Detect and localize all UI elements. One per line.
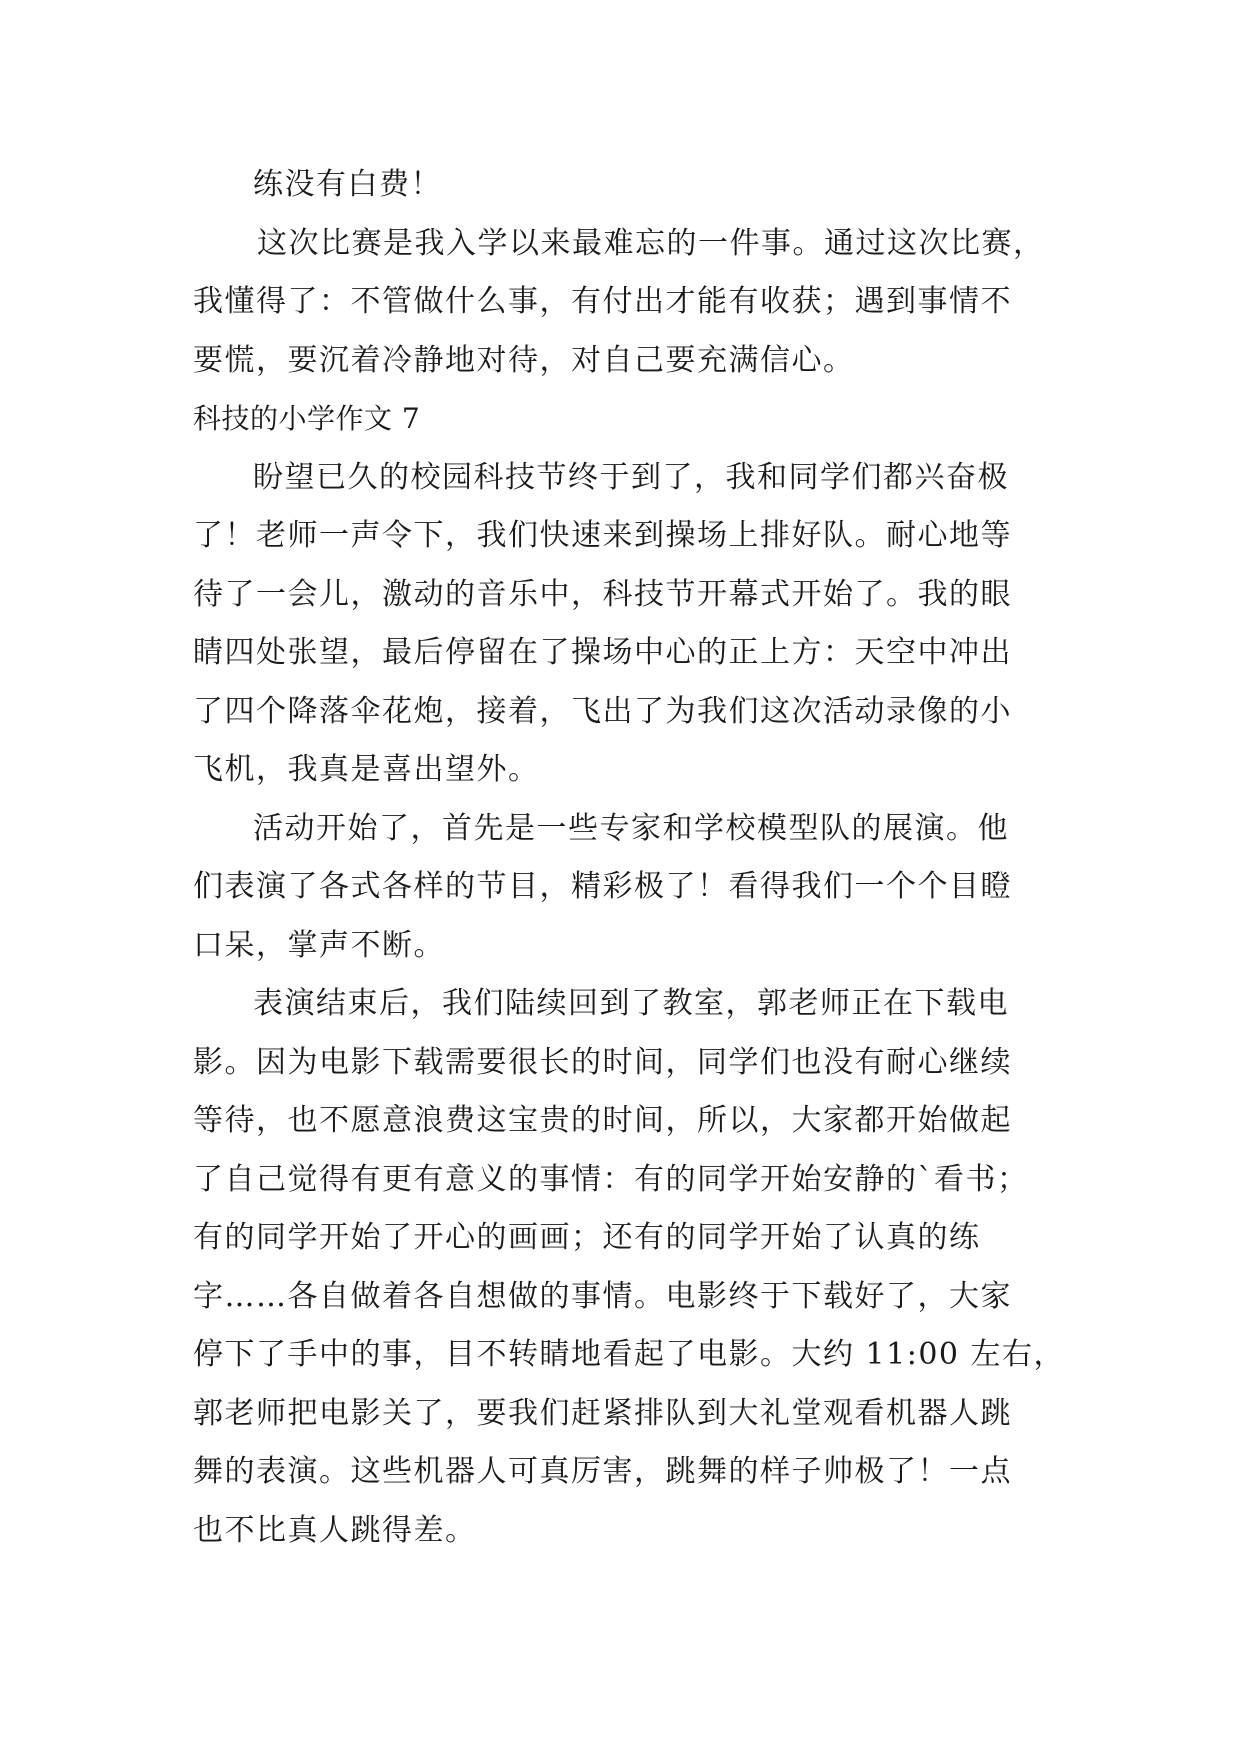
- text-line: 这次比赛是我入学以来最难忘的一件事。通过这次比赛，: [257, 226, 1045, 261]
- section-heading: 科技的小学作文 7: [193, 402, 421, 435]
- text-line: 有的同学开始了开心的画画；还有的同学开始了认真的练: [193, 1220, 981, 1255]
- text-line: 也不比真人跳得差。: [193, 1513, 477, 1548]
- text-line: 了四个降落伞花炮，接着，飞出了为我们这次活动录像的小: [193, 694, 1012, 729]
- text-line: 们表演了各式各样的节目，精彩极了！看得我们一个个目瞪: [193, 869, 1012, 904]
- text-line: 了！老师一声令下，我们快速来到操场上排好队。耐心地等: [193, 518, 1012, 553]
- text-line: 等待，也不愿意浪费这宝贵的时间，所以，大家都开始做起: [193, 1103, 1012, 1138]
- text-line: 表演结束后，我们陆续回到了教室，郭老师正在下载电: [253, 986, 1009, 1021]
- text-line: 郭老师把电影关了，要我们赶紧排队到大礼堂观看机器人跳: [193, 1396, 1012, 1431]
- text-line: 我懂得了：不管做什么事，有付出才能有收获；遇到事情不: [193, 284, 1012, 319]
- text-line: 盼望已久的校园科技节终于到了，我和同学们都兴奋极: [253, 460, 1009, 495]
- text-line: 舞的表演。这些机器人可真厉害，跳舞的样子帅极了！一点: [193, 1454, 1012, 1489]
- text-line: 飞机，我真是喜出望外。: [193, 752, 540, 787]
- text-line: 了自己觉得有更有意义的事情：有的同学开始安静的`看书；: [193, 1162, 1029, 1197]
- text-line: 睛四处张望，最后停留在了操场中心的正上方：天空中冲出: [193, 635, 1012, 670]
- text-line: 口呆，掌声不断。: [193, 928, 445, 963]
- text-line: 活动开始了，首先是一些专家和学校模型队的展演。他: [253, 811, 1009, 846]
- text-line: 练没有白费！: [253, 167, 442, 202]
- text-line: 要慌，要沉着冷静地对待，对自己要充满信心。: [193, 343, 855, 378]
- text-line: 影。因为电影下载需要很长的时间，同学们也没有耐心继续: [193, 1045, 1012, 1080]
- text-line: 字……各自做着各自想做的事情。电影终于下载好了，大家: [193, 1279, 1012, 1314]
- text-line: 停下了手中的事，目不转睛地看起了电影。大约 11:00 左右，: [193, 1337, 1066, 1372]
- text-line: 待了一会儿，激动的音乐中，科技节开幕式开始了。我的眼: [193, 577, 1012, 612]
